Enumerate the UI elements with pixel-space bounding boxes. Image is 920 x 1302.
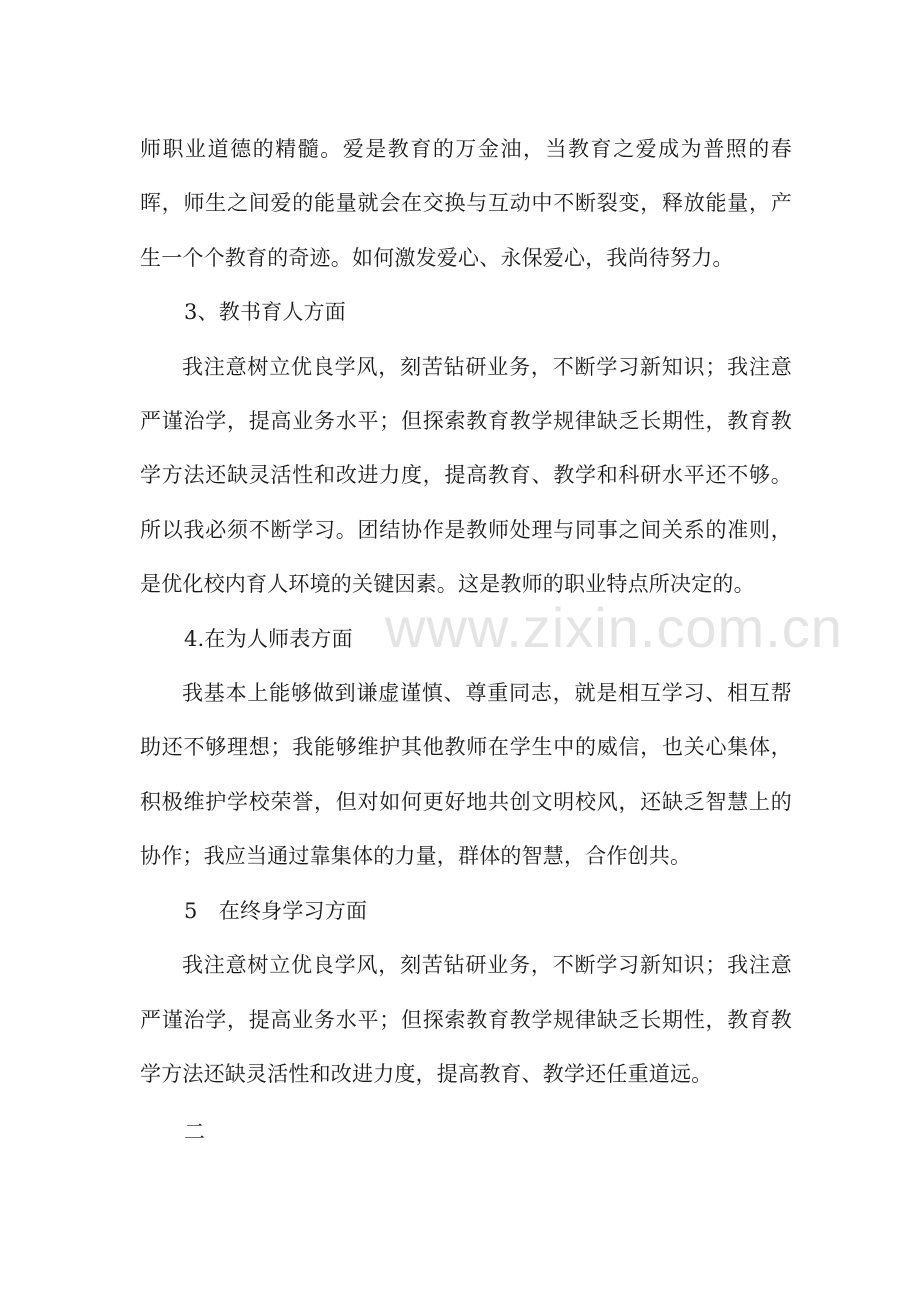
section-heading-2: 二	[184, 1120, 206, 1145]
paragraph-teaching: 我注意树立优良学风，刻苦钻研业务，不断学习新知识；我注意严谨治学，提高业务水平；但探索教育教学规律缺乏长期性，教育教学方法还缺灵活性和改进力度，提高教育、教学和科研水平还不够。所以我必须不断学习。团结协作是教师处理与同事之间关系的准则，是优化校内育人环境的关键因素。这是教师的职业特点所决定的。	[140, 354, 792, 597]
paragraph-role-model: 我基本上能够做到谦虚谨慎、尊重同志，就是相互学习、相互帮助还不够理想；我能够维护其他教师在学生中的威信，也关心集体，积极维护学校荣誉，但对如何更好地共创文明校风，还缺乏智慧上的协作；我应当通过靠集体的力量，群体的智慧，合作创共。	[140, 681, 792, 869]
section-heading-5: 5 在终身学习方面	[184, 898, 368, 923]
section-heading-4: 4.在为人师表方面	[184, 626, 353, 651]
paragraph-continuation: 师职业道德的精髓。爱是教育的万金油，当教育之爱成为普照的春晖，师生之间爱的能量就会在交换与互动中不断裂变，释放能量，产生一个个教育的奇迹。如何激发爱心、永保爱心，我尚待努力。	[140, 137, 792, 270]
watermark-text: www.zixin.com.cn	[385, 596, 843, 659]
document-body	[140, 122, 792, 1160]
section-heading-3: 3、教书育人方面	[184, 300, 346, 325]
paragraph-lifelong-learning: 我注意树立优良学风，刻苦钻研业务，不断学习新知识；我注意严谨治学，提高业务水平；但探索教育教学规律缺乏长期性，教育教学方法还缺灵活性和改进力度，提高教育、教学还任重道远。	[140, 953, 792, 1086]
